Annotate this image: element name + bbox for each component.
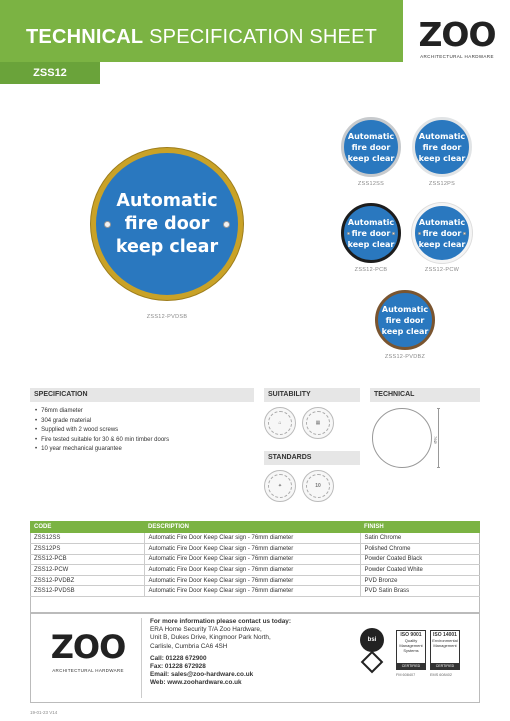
col-finish: FINISH bbox=[360, 521, 480, 533]
sign-caption: ZSS12-PCW bbox=[424, 267, 460, 273]
standards-fire-rated-icon: ✦ bbox=[264, 470, 296, 502]
page-title bbox=[26, 26, 377, 49]
cell-finish: PVD Bronze bbox=[360, 575, 480, 586]
sign-line-1: Automatic bbox=[347, 131, 395, 141]
guarantee-years: 10 bbox=[306, 474, 330, 498]
sign-caption: ZSS12-PCB bbox=[354, 267, 388, 273]
cell-finish: Polished Chrome bbox=[360, 544, 480, 555]
table-row bbox=[30, 544, 480, 555]
contact-block bbox=[150, 618, 291, 688]
screw-hole-icon bbox=[347, 232, 350, 235]
sign-caption: ZSS12-PVDBZ bbox=[384, 354, 426, 360]
header-banner bbox=[0, 0, 403, 62]
sign-line-1: Automatic bbox=[381, 304, 429, 314]
sign-small-ps bbox=[412, 117, 472, 177]
cell-code: ZSS12-PVDBZ bbox=[30, 575, 144, 586]
cell-code: ZSS12-PCB bbox=[30, 554, 144, 565]
sign-small-pcb bbox=[341, 203, 401, 263]
screw-hole-icon bbox=[104, 221, 111, 228]
iso-certified: CERTIFIED bbox=[431, 663, 459, 669]
spec-item: • 304 grade material bbox=[35, 417, 169, 427]
table-row bbox=[30, 533, 480, 544]
dimension-label: 76Ø bbox=[433, 436, 438, 444]
technical-drawing-circle bbox=[372, 408, 432, 468]
cell-code: ZSS12SS bbox=[30, 533, 144, 544]
cell-code: ZSS12-PVDSB bbox=[30, 586, 144, 597]
sign-line-2: fire door bbox=[385, 315, 425, 325]
sign-line-1: Automatic bbox=[418, 217, 466, 227]
email-link[interactable]: Email: sales@zoo-hardware.co.uk bbox=[150, 671, 254, 679]
bsi-logo: bsi bbox=[360, 628, 384, 652]
spec-item: • 10 year mechanical guarantee bbox=[35, 445, 169, 455]
sign-caption: ZSS12-PVDSB bbox=[146, 314, 188, 320]
specification-list bbox=[35, 407, 169, 455]
sign-large-pvdsb bbox=[91, 148, 243, 300]
table-row bbox=[30, 554, 480, 565]
sign-line-3: keep clear bbox=[418, 153, 466, 163]
sign-line-3: keep clear bbox=[347, 239, 395, 249]
product-code-bar bbox=[0, 62, 100, 84]
sign-line-3: keep clear bbox=[418, 239, 466, 249]
table-row bbox=[30, 586, 480, 597]
standards-guarantee-icon bbox=[302, 470, 334, 502]
iso-number: ISO 9001 bbox=[400, 632, 422, 638]
sign-line-3: keep clear bbox=[347, 153, 395, 163]
table-row bbox=[30, 565, 480, 576]
screw-hole-icon bbox=[463, 232, 466, 235]
col-description: DESCRIPTION bbox=[144, 521, 360, 533]
cell-description: Automatic Fire Door Keep Clear sign - 76mm diameter bbox=[144, 544, 360, 555]
iso-number: ISO 14001 bbox=[433, 632, 457, 638]
sign-line-2: fire door bbox=[422, 142, 462, 152]
footer-divider bbox=[141, 618, 142, 698]
sign-caption: ZSS12PS bbox=[428, 181, 456, 187]
cell-finish: PVD Satin Brass bbox=[360, 586, 480, 597]
cell-description: Automatic Fire Door Keep Clear sign - 76mm diameter bbox=[144, 565, 360, 576]
screw-hole-icon bbox=[418, 232, 421, 235]
cell-description: Automatic Fire Door Keep Clear sign - 76mm diameter bbox=[144, 533, 360, 544]
sign-line-2: fire door bbox=[351, 142, 391, 152]
sign-line-3: keep clear bbox=[381, 326, 429, 336]
table-header-row bbox=[30, 521, 480, 533]
suitability-commercial-icon: ▦ bbox=[302, 407, 334, 439]
sign-small-pvdbz bbox=[375, 290, 435, 350]
iso-line: Quality bbox=[404, 638, 418, 643]
iso-line: Management bbox=[399, 643, 423, 648]
sign-line-1: Automatic bbox=[116, 190, 218, 211]
footer-logo-subtitle: ARCHITECTURAL HARDWARE bbox=[52, 668, 124, 673]
fax-number: Fax: 01228 672928 bbox=[150, 663, 206, 671]
cell-finish: Satin Chrome bbox=[360, 533, 480, 544]
iso-14001-badge bbox=[430, 630, 460, 670]
screw-hole-icon bbox=[223, 221, 230, 228]
sign-line-3: keep clear bbox=[115, 236, 219, 257]
col-code: CODE bbox=[30, 521, 144, 533]
iso-certified: CERTIFIED bbox=[397, 663, 425, 669]
sign-small-ss bbox=[341, 117, 401, 177]
title-light: SPECIFICATION SHEET bbox=[149, 26, 378, 48]
address-line: ERA Home Security T/A Zoo Hardware, bbox=[150, 626, 262, 634]
iso-line: Systems bbox=[403, 648, 419, 653]
sign-line-2: fire door bbox=[124, 213, 210, 234]
table-row bbox=[30, 575, 480, 586]
web-link[interactable]: Web: www.zoohardware.co.uk bbox=[150, 679, 242, 687]
cell-description: Automatic Fire Door Keep Clear sign - 76mm diameter bbox=[144, 586, 360, 597]
document-version: 19-01-23 V14 bbox=[30, 710, 58, 715]
cell-description: Automatic Fire Door Keep Clear sign - 76mm diameter bbox=[144, 554, 360, 565]
standards-heading: STANDARDS bbox=[264, 451, 360, 465]
cell-description: Automatic Fire Door Keep Clear sign - 76mm diameter bbox=[144, 575, 360, 586]
product-table bbox=[30, 521, 480, 597]
cell-finish: Powder Coated Black bbox=[360, 554, 480, 565]
iso-9001-badge bbox=[396, 630, 426, 670]
sign-small-pcw bbox=[412, 203, 472, 263]
contact-intro: For more information please contact us today: bbox=[150, 618, 291, 625]
specification-heading: SPECIFICATION bbox=[30, 388, 254, 402]
cell-code: ZSS12PS bbox=[30, 544, 144, 555]
address-line: Carlisle, Cumbria CA6 4SH bbox=[150, 642, 228, 650]
technical-heading: TECHNICAL bbox=[370, 388, 480, 402]
header bbox=[0, 0, 510, 92]
cell-code: ZSS12-PCW bbox=[30, 565, 144, 576]
sign-caption: ZSS12SS bbox=[357, 181, 385, 187]
screw-hole-icon bbox=[392, 232, 395, 235]
spec-item: • 76mm diameter bbox=[35, 407, 169, 417]
cell-finish: Powder Coated White bbox=[360, 565, 480, 576]
cert-number: EMS 608402 bbox=[430, 673, 452, 677]
title-bold: TECHNICAL bbox=[26, 26, 144, 48]
iso-line: Management bbox=[433, 643, 457, 648]
phone-number: Call: 01228 672900 bbox=[150, 654, 207, 662]
sign-line-1: Automatic bbox=[418, 131, 466, 141]
logo-subtitle: ARCHITECTURAL HARDWARE bbox=[420, 54, 494, 59]
sign-line-2: fire door bbox=[351, 228, 391, 238]
suitability-internal-door-icon: ⌂ bbox=[264, 407, 296, 439]
address-line: Unit B, Dukes Drive, Kingmoor Park North, bbox=[150, 634, 271, 642]
sign-line-1: Automatic bbox=[347, 217, 395, 227]
spec-item: • Fire tested suitable for 30 & 60 min timber doors bbox=[35, 436, 169, 446]
spec-item: • Supplied with 2 wood screws bbox=[35, 426, 169, 436]
cert-number: FM 608407 bbox=[396, 673, 416, 677]
zoo-logo: ZOO bbox=[418, 15, 496, 54]
iso-line: Environmental bbox=[432, 638, 458, 643]
footer-zoo-logo: ZOO bbox=[50, 628, 126, 666]
sign-line-2: fire door bbox=[422, 228, 462, 238]
suitability-heading: SUITABILITY bbox=[264, 388, 360, 402]
product-code: ZSS12 bbox=[33, 67, 67, 79]
